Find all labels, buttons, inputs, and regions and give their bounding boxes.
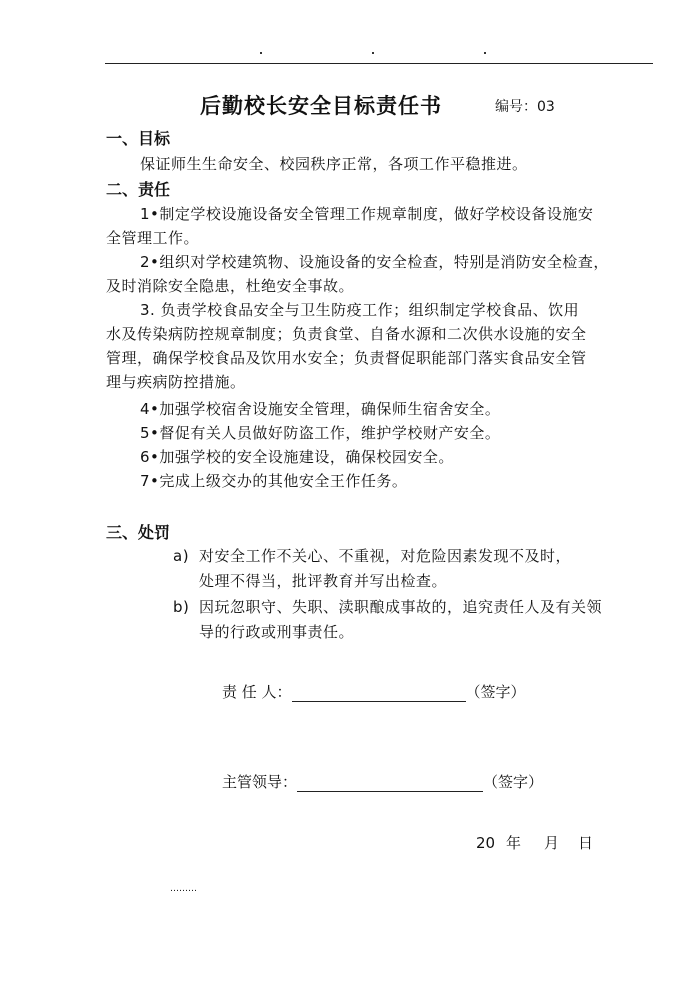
responsible-signature-line[interactable] xyxy=(292,685,466,702)
responsible-signature-row xyxy=(222,681,526,702)
section-goal-heading: 一、目标 xyxy=(106,129,171,148)
penalty-item-a xyxy=(173,545,571,566)
date-year-char: 年 xyxy=(506,834,522,852)
goal-text: 保证师生生命安全、校园秩序正常，各项工作平稳推进。 xyxy=(140,155,528,173)
penalty-item-text: 处理不得当，批评教育并写出检查。 xyxy=(199,572,448,590)
resp-line: 6•加强学校的安全设施建设，确保校园安全。 xyxy=(140,448,454,466)
penalty-item-label: b) xyxy=(173,598,190,616)
doc-number: 编号：03 xyxy=(495,99,555,115)
header-dot xyxy=(484,52,486,54)
date-day-char: 日 xyxy=(578,834,594,852)
supervisor-label: 主管领导： xyxy=(222,773,298,791)
footer-dots: ……… xyxy=(170,884,197,894)
resp-line: 水及传染病防控规章制度；负责食堂、自备水源和二次供水设施的安全 xyxy=(106,325,587,343)
resp-line: 3. 负责学校食品安全与卫生防疫工作；组织制定学校食品、饮用 xyxy=(140,301,580,319)
resp-line: 5•督促有关人员做好防盗工作，维护学校财产安全。 xyxy=(140,424,501,442)
page-title: 后勤校长安全目标责任书 xyxy=(200,94,442,118)
header-rule xyxy=(105,63,653,64)
responsible-label: 责 任 人： xyxy=(222,683,292,701)
supervisor-sign-note: （签字） xyxy=(483,773,544,791)
penalty-item-text: 导的行政或刑事责任。 xyxy=(199,623,355,641)
resp-line: 4•加强学校宿舍设施安全管理，确保师生宿舍安全。 xyxy=(140,400,501,418)
resp-line: 管理，确保学校食品及饮用水安全；负责督促职能部门落实食品安全管 xyxy=(106,349,587,367)
resp-line: 2•组织对学校建筑物、设施设备的安全检查，特别是消防安全检查， xyxy=(140,253,609,271)
resp-line: 1•制定学校设施设备安全管理工作规章制度，做好学校设备设施安 xyxy=(140,205,594,223)
penalty-item-label: a) xyxy=(173,547,190,565)
resp-line: 7•完成上级交办的其他安全王作任务。 xyxy=(140,472,408,490)
section-penalty-heading: 三、处罚 xyxy=(106,523,171,542)
penalty-item-text: 对安全工作不关心、不重视，对危险因素发现不及时， xyxy=(199,547,572,565)
supervisor-signature-row xyxy=(222,771,543,792)
resp-line: 理与疾病防控措施。 xyxy=(106,373,246,391)
section-responsibility-heading: 二、责任 xyxy=(106,180,171,199)
date-year: 20 xyxy=(476,834,496,852)
responsible-sign-note: （签字） xyxy=(465,683,526,701)
resp-line: 及时消除安全隐患，杜绝安全事故。 xyxy=(106,277,355,295)
date-row xyxy=(476,832,593,853)
header-dot xyxy=(372,52,374,54)
date-month-char: 月 xyxy=(544,834,560,852)
header-dot xyxy=(260,52,262,54)
penalty-item-text: 因玩忽职守、失职、渎职酿成事故的，追究责任人及有关领 xyxy=(199,598,603,616)
resp-line: 全管理工作。 xyxy=(106,229,200,247)
penalty-item-b xyxy=(173,596,602,617)
supervisor-signature-line[interactable] xyxy=(297,775,483,792)
